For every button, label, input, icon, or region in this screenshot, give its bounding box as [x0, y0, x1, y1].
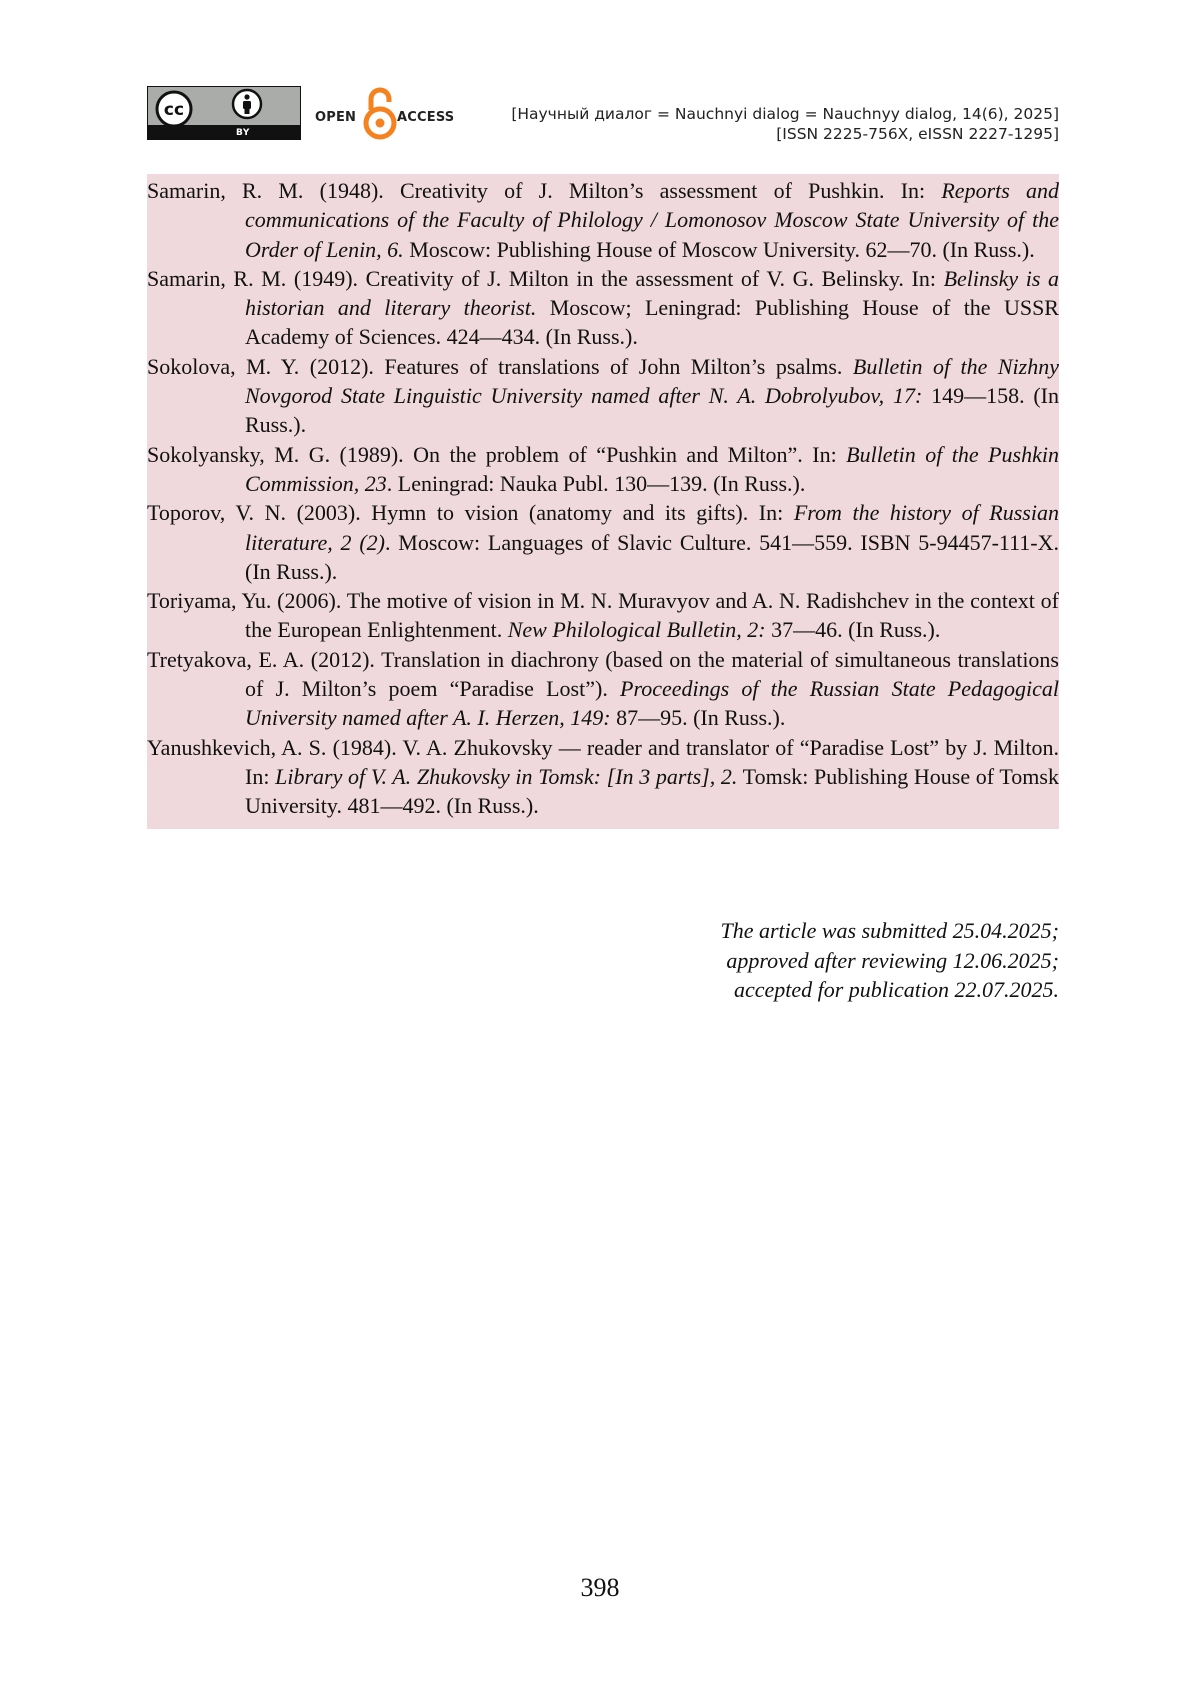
open-access-label-open: OPEN: [315, 110, 357, 125]
reference-list: [147, 174, 1059, 829]
open-access-logo[interactable]: [315, 86, 465, 142]
cc-by-license-badge[interactable]: [147, 86, 301, 140]
reference-entry: Tretyakova, E. A. (2012). Translation in diachrony (based on the material of simultaneous translations of J. Milton’s poem “Paradise Lost”). Proceedings of the Russian State Pedagogical University named after A. I. Herzen, 149: 87—95. (In Russ.).: [147, 646, 1059, 731]
reference-entry: Toriyama, Yu. (2006). The motive of vision in M. N. Muravyov and A. N. Radishchev in the context of the European Enlightenment. New Philological Bulletin, 2: 37—46. (In Russ.).: [147, 588, 1059, 643]
attribution-person-icon: [233, 90, 261, 118]
license-by-label: BY: [236, 128, 250, 138]
reference-entry: Yanushkevich, A. S. (1984). V. A. Zhukovsky — reader and translator of “Paradise Lost” by J. Milton. In: Library of V. A. Zhukovsky in Tomsk: [In 3 parts], 2. Tomsk: Publishing House of Tomsk University. 481—492. (In Russ.).: [147, 734, 1059, 819]
issn-line: [ISSN 2225-756X, eISSN 2227-1295]: [776, 125, 1059, 143]
reference-entry: Sokolyansky, M. G. (1989). On the problem of “Pushkin and Milton”. In: Bulletin of the Pushkin Commission, 23. Leningrad: Nauka Publ. 130—139. (In Russ.).: [147, 441, 1059, 496]
svg-text:cc: cc: [163, 100, 185, 120]
submitted-date: The article was submitted 25.04.2025;: [720, 918, 1059, 943]
journal-citation-info: [511, 104, 1059, 144]
open-access-label-access: ACCESS: [397, 110, 455, 125]
reference-entry: Samarin, R. M. (1949). Creativity of J. Milton in the assessment of V. G. Belinsky. In: Belinsky is a historian and literary theorist. Moscow; Leningrad: Publishing House of the USSR Academy of Sciences. 424—434. (In Russ.).: [147, 265, 1059, 350]
reference-entry: Samarin, R. M. (1948). Creativity of J. Milton’s assessment of Pushkin. In: Reports and communications of the Faculty of Philology / Lomonosov Moscow State University of the Order of Lenin, 6. Moscow: Publishing House of Moscow University. 62—70. (In Russ.).: [147, 178, 1059, 262]
page-header: [147, 84, 1059, 146]
submission-dates: [720, 916, 1059, 1005]
page-number: 398: [580, 1573, 620, 1602]
open-access-lock-icon: [361, 86, 401, 142]
cc-icon: [148, 87, 302, 127]
approved-date: approved after reviewing 12.06.2025;: [726, 947, 1059, 973]
accepted-date: accepted for publication 22.07.2025.: [733, 977, 1059, 1002]
reference-entry: Sokolova, M. Y. (2012). Features of translations of John Milton’s psalms. Bulletin of the Nizhny Novgorod State Linguistic University named after N. A. Dobrolyubov, 17: 149—158. (In Russ.).: [147, 353, 1060, 438]
reference-entry: Toporov, V. N. (2003). Hymn to vision (anatomy and its gifts). In: From the history of Russian literature, 2 (2). Moscow: Languages of Slavic Culture. 541—559. ISBN 5-94457-111-X. (In Russ.).: [147, 500, 1060, 584]
journal-title-line: [Научный диалог = Nauchnyi dialog = Nauchnyy dialog, 14(6), 2025]: [511, 105, 1059, 123]
